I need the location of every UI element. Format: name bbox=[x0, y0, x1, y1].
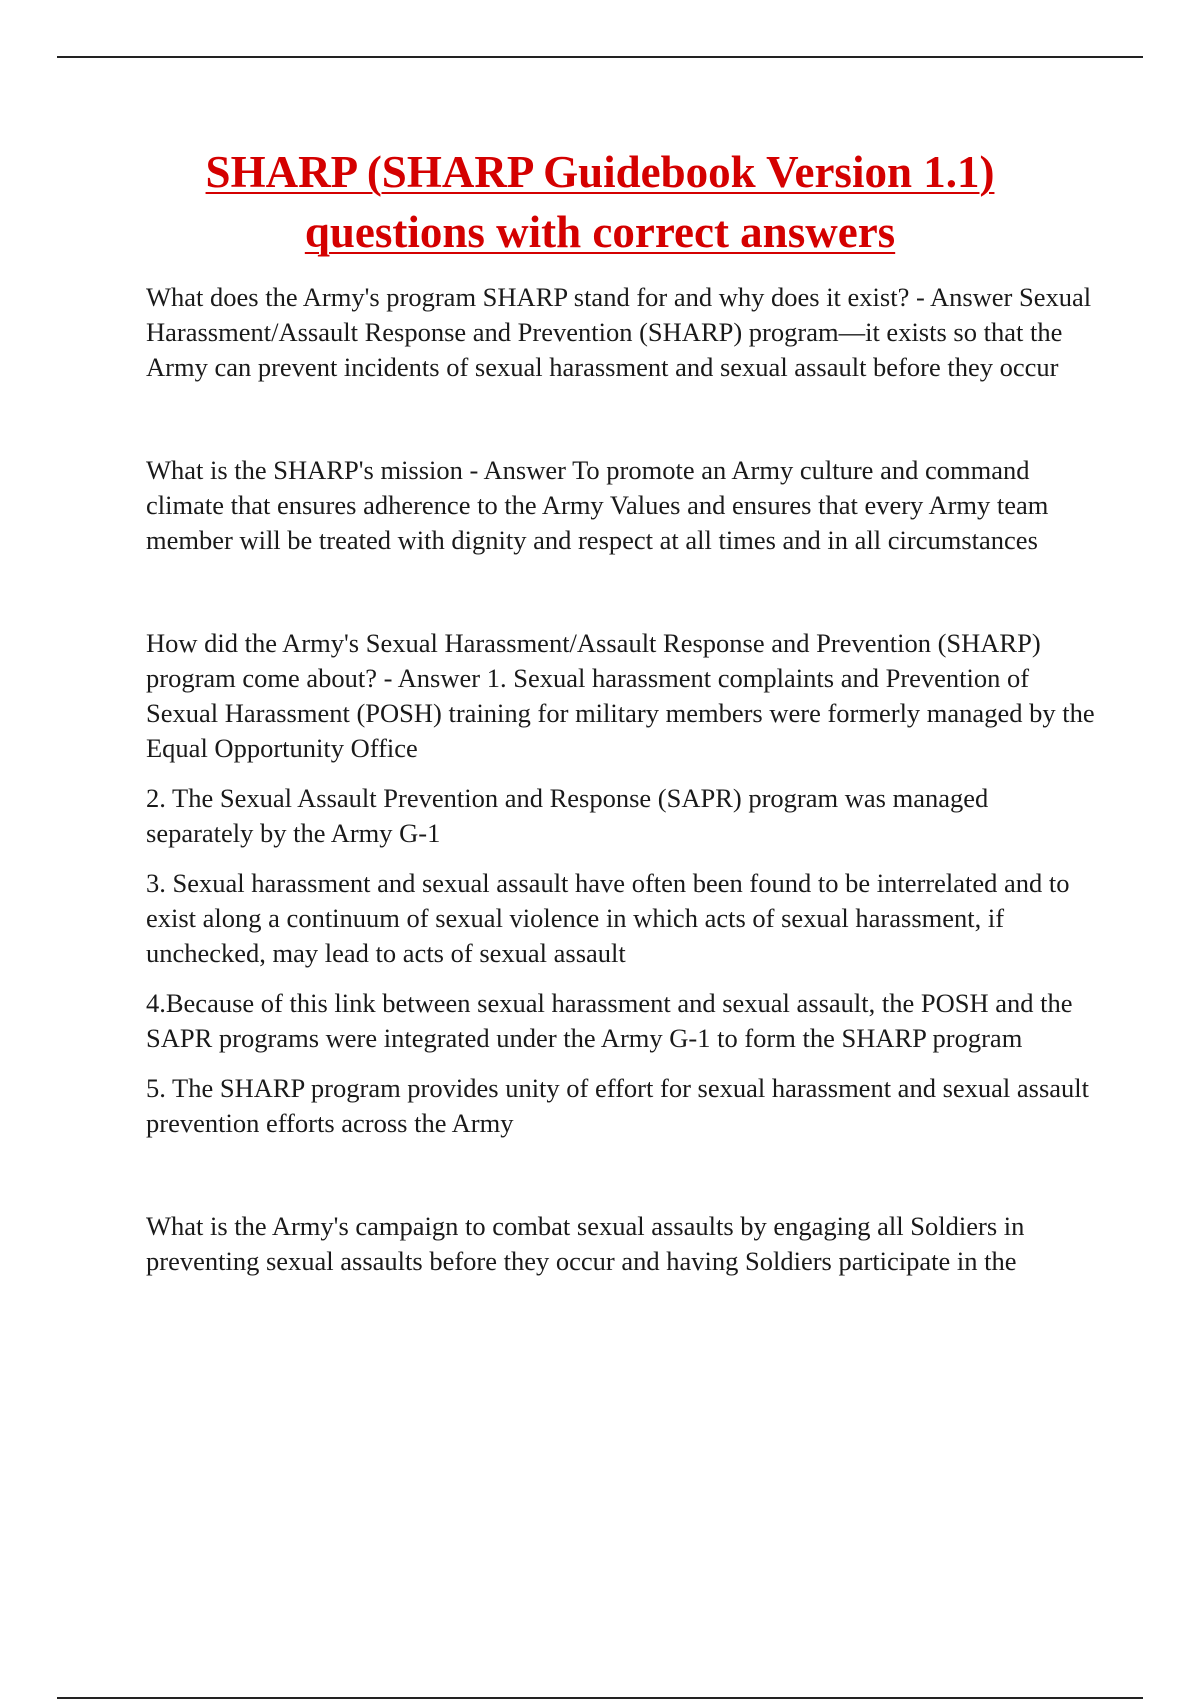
qa-paragraph: 2. The Sexual Assault Prevention and Response (SAPR) program was managed separately by the Army G-1 bbox=[146, 783, 989, 848]
qa-paragraph: What is the SHARP's mission - Answer To promote an Army culture and command climate that ensures adherence to the Army Values and ensures that every Army team member will be treated with dignity and respect at all times and in all circumstances bbox=[146, 455, 1049, 555]
qa-paragraph: What is the Army's campaign to combat sexual assaults by engaging all Soldiers in preventing sexual assaults before they occur and having Soldiers participate in the bbox=[146, 1211, 1025, 1276]
qa-paragraph: What does the Army's program SHARP stand for and why does it exist? - Answer Sexual Harassment/Assault Response and Prevention (SHARP) program—it exists so that the Army can prevent incidents of sexual harassment and sexual assault before they occur bbox=[146, 282, 1092, 382]
title-line-2: questions with correct answers bbox=[304, 207, 896, 257]
document-title bbox=[100, 142, 1100, 262]
title-line-1: SHARP (SHARP Guidebook Version 1.1) bbox=[205, 147, 995, 197]
bottom-rule bbox=[57, 1697, 1143, 1699]
document-body bbox=[146, 280, 1096, 1279]
qa-paragraph: 4.Because of this link between sexual harassment and sexual assault, the POSH and the SAPR programs were integrated under the Army G-1 to form the SHARP program bbox=[146, 988, 1073, 1053]
top-rule bbox=[57, 56, 1143, 58]
qa-paragraph: 3. Sexual harassment and sexual assault have often been found to be interrelated and to exist along a continuum of sexual violence in which acts of sexual harassment, if unchecked, may lead to acts of sexual assault bbox=[146, 868, 1070, 968]
qa-paragraph: How did the Army's Sexual Harassment/Assault Response and Prevention (SHARP) program come about? - Answer 1. Sexual harassment complaints and Prevention of Sexual Harassment (POSH) training for military members were formerly managed by the Equal Opportunity Office bbox=[146, 628, 1095, 763]
qa-paragraph: 5. The SHARP program provides unity of effort for sexual harassment and sexual assault prevention efforts across the Army bbox=[146, 1073, 1090, 1138]
qa-item-4 bbox=[146, 1209, 1096, 1279]
qa-item-2 bbox=[146, 453, 1096, 558]
qa-item-1 bbox=[146, 280, 1096, 385]
qa-item-3 bbox=[146, 626, 1096, 1141]
